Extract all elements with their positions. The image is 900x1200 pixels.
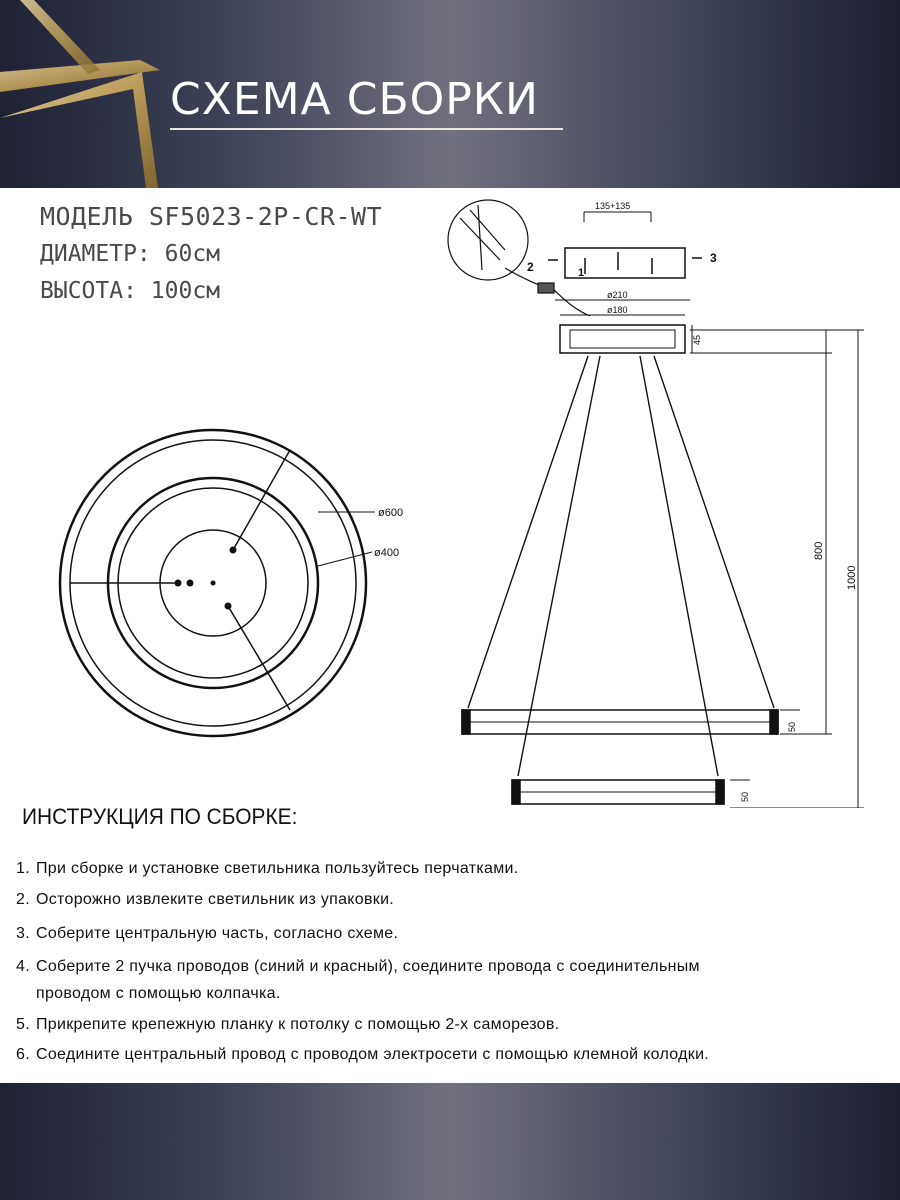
callout-1: 1 (578, 267, 585, 279)
ring-upper-side (462, 710, 778, 734)
model-label: МОДЕЛЬ SF5023-2P-CR-WT (40, 202, 383, 231)
dim-canopy-inner: ø180 (607, 305, 628, 315)
dim-canopy-height: 45 (692, 334, 702, 345)
instruction-step: 4. Соберите 2 пучка проводов (синий и красный), соедините провода с соединительным (16, 958, 700, 975)
suspension-cables (468, 356, 774, 776)
diameter-label: ДИАМЕТР: 60см (40, 241, 221, 267)
header-banner (0, 0, 900, 188)
callout-2: 2 (527, 260, 534, 274)
page-title: СХЕМА СБОРКИ (170, 74, 539, 125)
instruction-step: 2. Осторожно извлеките светильник из упаковки. (16, 891, 395, 908)
height-label: ВЫСОТА: 100см (40, 278, 221, 304)
callout-3: 3 (710, 251, 717, 265)
ring-lower-side (512, 780, 724, 804)
instructions-heading: ИНСТРУКЦИЯ ПО СБОРКЕ: (22, 804, 298, 829)
dim-drop-total: 1000 (846, 565, 858, 590)
gold-frame-decoration (0, 0, 170, 188)
dim-canopy-outer: ø210 (607, 290, 628, 300)
instruction-step: 5. Прикрепите крепежную планку к потолку с помощью 2-х саморезов. (16, 1016, 560, 1033)
wiring-detail (448, 200, 590, 316)
dim-ring-thickness-2: 50 (740, 791, 750, 802)
instruction-step-continued: проводом с помощью колпачка. (36, 985, 281, 1002)
instruction-step: 1. При сборке и установке светильника пользуйтесь перчатками. (16, 860, 519, 877)
dim-canopy-spacing: 135+135 (595, 201, 631, 211)
dimension-lines (690, 330, 864, 808)
dim-drop-upper: 800 (813, 541, 825, 560)
instruction-step: 6. Соедините центральный провод с проводом электросети с помощью клемной колодки. (16, 1046, 710, 1063)
footer-banner (0, 1083, 900, 1200)
dim-outer-diameter: ø600 (378, 507, 404, 519)
instruction-step: 3. Соберите центральную часть, согласно схеме. (16, 925, 399, 942)
assembly-drawing (0, 188, 900, 808)
dim-ring-thickness-1: 50 (787, 721, 797, 732)
top-view (60, 430, 375, 736)
title-underline (170, 128, 563, 130)
dim-inner-diameter: ø400 (374, 547, 400, 559)
canopy (548, 212, 702, 353)
